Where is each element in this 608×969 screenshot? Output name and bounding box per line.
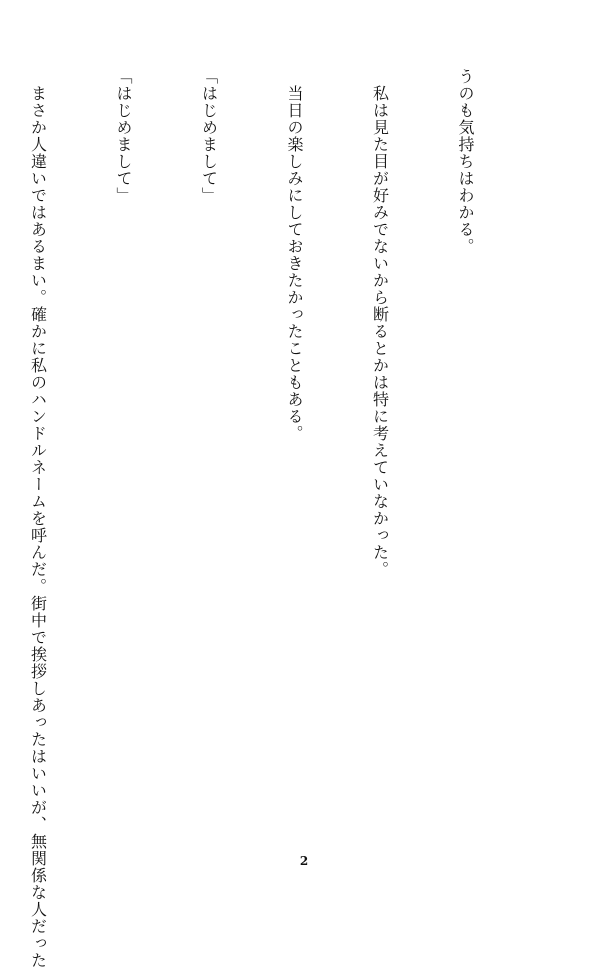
page-number: 2 [299, 854, 309, 868]
text-line: うのも気持ちはわかる。 [456, 68, 475, 255]
text-line: 当日の楽しみにしておきたかったこともある。 [285, 68, 304, 442]
text-line: 私は見た目が好みでないから断るとかは特に考えていなかった。 [370, 68, 390, 578]
text-line: まさか人違いではあるまい。確かに私のハンドルネームを呼んだ。街中で挨拶しあったはいいが、無関係な人だった [28, 68, 48, 969]
text-line: 「はじめまして」 [199, 68, 219, 204]
text-line: 「はじめまして」 [114, 68, 133, 204]
vertical-body-text [0, 68, 536, 969]
